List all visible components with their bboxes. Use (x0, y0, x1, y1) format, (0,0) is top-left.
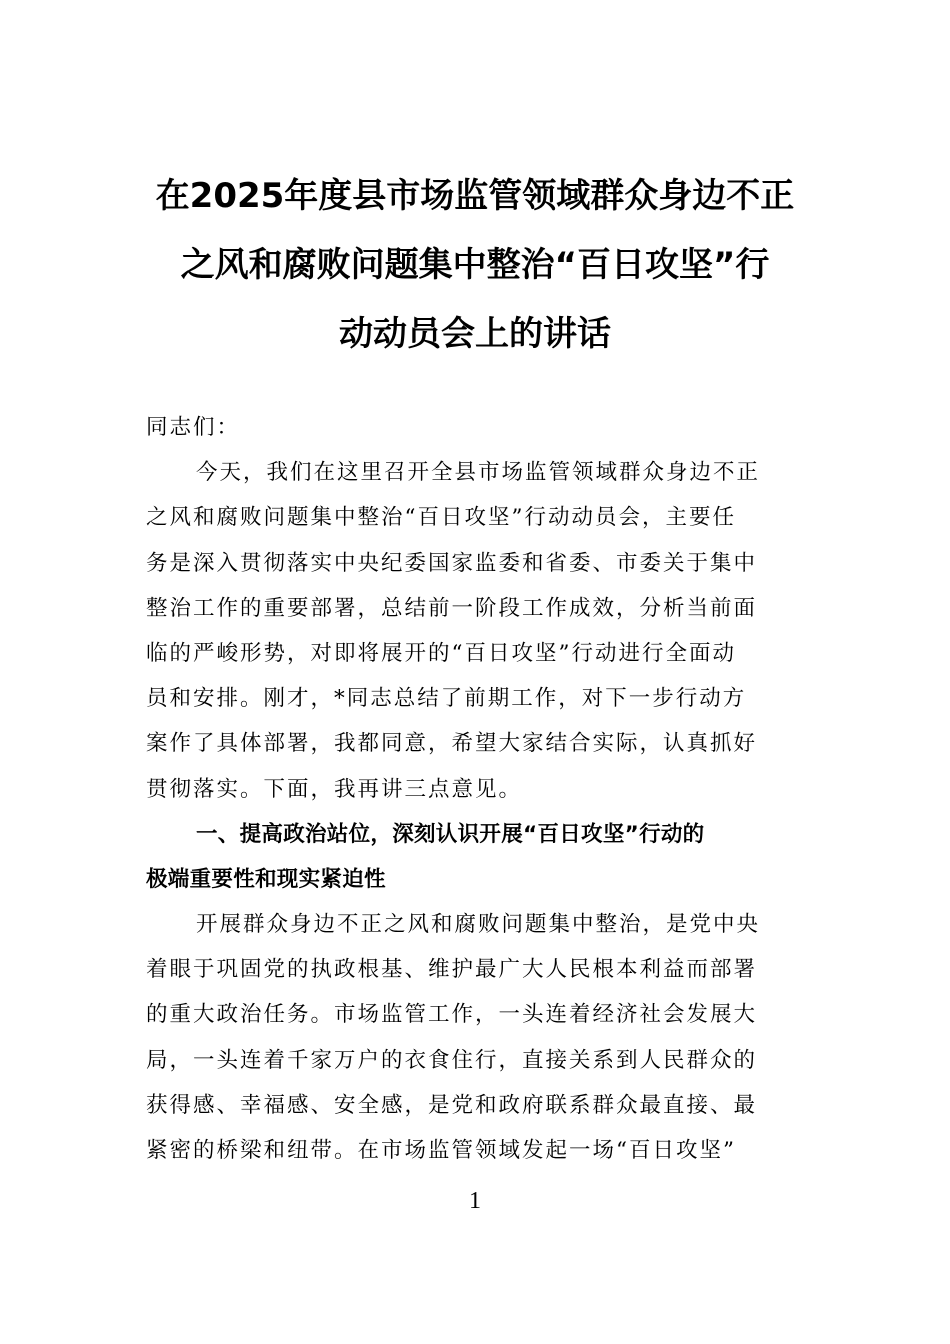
paragraph-line: 整治工作的重要部署，总结前一阶段工作成效，分析当前面 (146, 595, 758, 621)
paragraph-line: 务是深入贯彻落实中央纪委国家监委和省委、市委关于集中 (146, 550, 758, 576)
heading-line: 一、提高政治站位，深刻认识开展“百日攻坚”行动的 (196, 821, 705, 847)
paragraph-line: 的重大政治任务。市场监管工作，一头连着经济社会发展大 (146, 1002, 758, 1028)
paragraph-line: 局，一头连着千家万户的衣食住行，直接关系到人民群众的 (146, 1047, 758, 1073)
document-body (146, 405, 810, 1173)
paragraph-line: 着眼于巩固党的执政根基、维护最广大人民根本利益而部署 (146, 957, 758, 983)
paragraph-line: 今天，我们在这里召开全县市场监管领域群众身边不正 (196, 460, 761, 486)
paragraph-section-1 (146, 902, 810, 1173)
document-title (140, 162, 810, 369)
paragraph-line: 案作了具体部署，我都同意，希望大家结合实际，认真抓好 (146, 731, 758, 757)
paragraph-line: 紧密的桥梁和纽带。在市场监管领域发起一场“百日攻坚” (146, 1138, 736, 1163)
title-line: 在2025年度县市场监管领域群众身边不正 (155, 176, 795, 216)
paragraph-opening (146, 450, 810, 812)
heading-line: 极端重要性和现实紧迫性 (146, 866, 386, 892)
section-heading-1 (146, 812, 810, 902)
title-line: 之风和腐败问题集中整治“百日攻坚”行 (180, 245, 770, 285)
paragraph-line: 员和安排。刚才，*同志总结了前期工作，对下一步行动方 (146, 686, 747, 712)
title-line: 动动员会上的讲话 (339, 314, 611, 354)
paragraph-line: 临的严峻形势，对即将展开的“百日攻坚”行动进行全面动 (146, 640, 736, 666)
paragraph-line: 之风和腐败问题集中整治“百日攻坚”行动动员会，主要任 (146, 505, 736, 531)
paragraph-line: 获得感、幸福感、安全感，是党和政府联系群众最直接、最 (146, 1092, 758, 1118)
paragraph-line: 开展群众身边不正之风和腐败问题集中整治，是党中央 (196, 912, 761, 938)
paragraph-line: 贯彻落实。下面，我再讲三点意见。 (146, 776, 523, 802)
salutation: 同志们： (146, 415, 241, 440)
page-number: 1 (469, 1188, 481, 1214)
